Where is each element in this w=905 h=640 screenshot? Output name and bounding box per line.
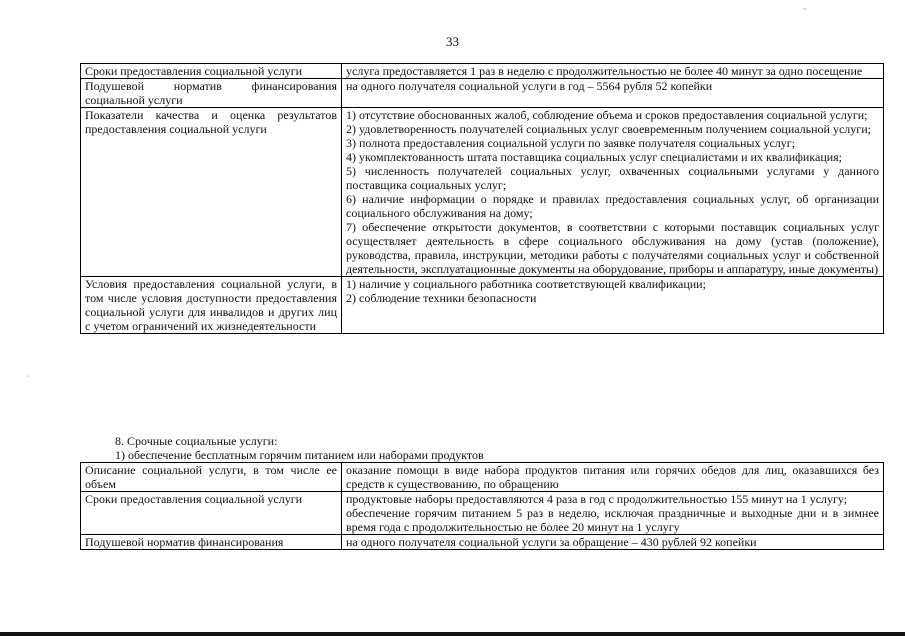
value-item: оказание помощи в виде набора продуктов питания или горячих обедов для лиц, оказавшихся без средств к существованию, по обращению: [346, 463, 879, 491]
table-row: [81, 535, 884, 550]
value-item: 5) численность получателей социальных услуг, охваченных социальными услугами у данного поставщика социальных услуг;: [346, 164, 879, 192]
value-item: 3) полнота предоставления социальной услуги по заявке получателя социальных услуг;: [346, 136, 796, 150]
subsection-title: 1) обеспечение бесплатным горячим питанием или наборами продуктов: [115, 448, 484, 462]
row-value-terms: [342, 492, 884, 535]
value-item: 1) отсутствие обоснованных жалоб, соблюдение объема и сроков предоставления социальной услуги;: [346, 108, 868, 122]
table-row: [81, 492, 884, 535]
row-value-description: [342, 463, 884, 492]
table-row: [81, 79, 884, 108]
table-row: [81, 463, 884, 492]
row-value-conditions: [342, 277, 884, 334]
row-label-funding: Подушевой норматив финансирования социальной услуги: [81, 79, 342, 108]
row-label-terms: Сроки предоставления социальной услуги: [81, 492, 342, 535]
value-item: 6) наличие информации о порядке и правилах предоставления социальных услуг, об организации социального обслуживания на дому;: [346, 192, 879, 220]
row-label-description: Описание социальной услуги, в том числе ее объем: [81, 463, 342, 492]
margin-mark: ·: [27, 372, 30, 381]
value-item: 7) обеспечение открытости документов, в соответствии с которыми поставщик социальных услуг осуществляет деятельность в сфере социального обслуживания на дому (устав (положение), руководства, правила, инструкции, методики работы с получателями социальных услуг и собственной деятельности, эксплуатационные документы на оборудование, приборы и аппаратуру, иные документы): [346, 220, 879, 276]
row-value-terms: [342, 64, 884, 79]
row-label-funding: Подушевой норматив финансирования: [81, 535, 342, 550]
value-item: обеспечение горячим питанием 5 раз в неделю, исключая праздничные и выходные дни и в зимнее время года с продолжительностью не более 20 минут на 1 услугу: [346, 506, 879, 534]
value-item: услуга предоставляется 1 раз в неделю с продолжительностью не более 40 минут за одно посещение: [346, 64, 863, 78]
value-item: на одного получателя социальной услуги за обращение – 430 рублей 92 копейки: [346, 535, 757, 549]
services-table-2: [80, 462, 884, 550]
table-row: [81, 277, 884, 334]
value-item: 4) укомплектованность штата поставщика социальных услуг специалистами и их квалификация;: [346, 150, 843, 164]
value-item: 2) удовлетворенность получателей социальных услуг своевременным получением социальной услуги;: [346, 122, 871, 136]
corner-mark: ˋ: [803, 8, 807, 19]
value-item: 1) наличие у социального работника соответствующей квалификации;: [346, 277, 706, 291]
table-row: [81, 108, 884, 277]
row-label-quality: Показатели качества и оценка результатов предоставления социальной услуги: [81, 108, 342, 277]
row-value-funding: [342, 79, 884, 108]
value-item: 2) соблюдение техники безопасности: [346, 291, 537, 305]
page-number: 33: [446, 34, 459, 49]
scan-edge-bar: [0, 632, 905, 636]
row-label-terms: Сроки предоставления социальной услуги: [81, 64, 342, 79]
value-item: продуктовые наборы предоставляются 4 раза в год с продолжительностью 155 минут на 1 услугу;: [346, 492, 848, 506]
value-item: на одного получателя социальной услуги в год – 5564 рубля 52 копейки: [346, 79, 713, 93]
row-value-funding: [342, 535, 884, 550]
row-label-conditions: Условия предоставления социальной услуги, в том числе условия доступности предоставления социальной услуги для инвалидов и других лиц с учетом ограничений их жизнедеятельности: [81, 277, 342, 334]
row-value-quality: [342, 108, 884, 277]
services-table-1: [80, 63, 884, 334]
table-row: [81, 64, 884, 79]
section-title: 8. Срочные социальные услуги:: [115, 434, 278, 448]
